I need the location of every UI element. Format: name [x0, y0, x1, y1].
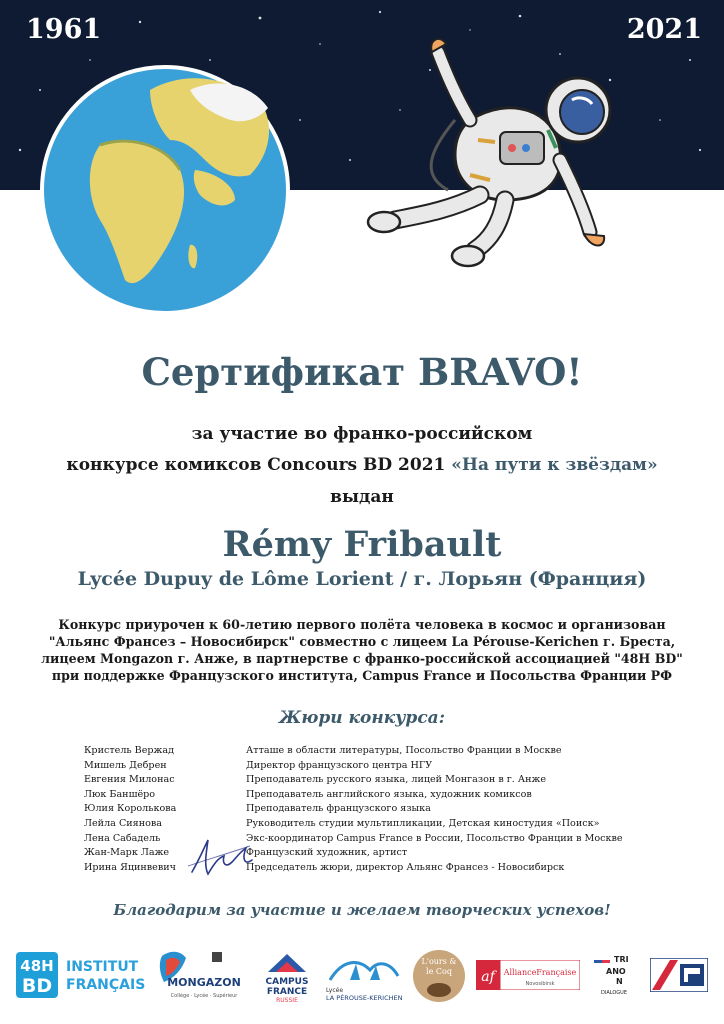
mongazon-subtext: Collège · Lycée · Supérieur: [170, 993, 238, 999]
partner-logos: [0, 946, 724, 1008]
trianon-line3: N: [616, 977, 623, 986]
participation-line: за участие во франко-российском: [191, 424, 533, 444]
campus-line1: CAMPUS: [265, 977, 309, 987]
contest-name: конкурсе комиксов Concours BD 2021: [66, 455, 452, 475]
header-illustration: [0, 0, 724, 340]
jury-member-name: Лена Сабадель: [84, 832, 161, 844]
jury-member-name: Люк Баншёро: [84, 788, 156, 800]
jury-member: [84, 789, 684, 804]
alliance-city: Novosibirsk: [525, 981, 555, 987]
institut-line2: FRANÇAIS: [66, 977, 146, 993]
jury-member-name: Евгения Милонас: [84, 774, 175, 786]
institut-line1: INSTITUT: [66, 959, 139, 975]
jury-title: Жюри конкурса:: [279, 708, 445, 728]
globe-icon: [42, 67, 288, 313]
issued-to-label: выдан: [330, 487, 394, 507]
bd48-top-text: 48H: [20, 957, 54, 975]
campus-subtext: RUSSIE: [276, 997, 298, 1004]
jury-member: [84, 833, 684, 848]
jury-member: [84, 847, 684, 862]
jury-member-role: Преподаватель английского языка, художник комиксов: [246, 788, 532, 800]
trianon-logo: [592, 952, 636, 1000]
contest-line: [0, 455, 724, 475]
jury-member-name: Лейла Сиянова: [84, 817, 163, 829]
trianon-subtext: DIALOGUE: [601, 990, 627, 996]
la-perouse-logo: [320, 950, 406, 1002]
jury-member: [84, 803, 684, 818]
ours-et-coq-logo: [412, 948, 466, 1004]
embassy-logo: [650, 958, 708, 992]
jury-member-name: Кристель Вержад: [84, 745, 175, 756]
af-mark: af: [481, 969, 495, 985]
48h-bd-logo: [16, 952, 58, 998]
campus-france-logo: [260, 948, 314, 1004]
jury-member-role: Преподаватель французского языка: [246, 803, 431, 815]
trianon-line1: TRI: [614, 955, 629, 964]
recipient-name: Rémy Fribault: [222, 524, 502, 565]
jury-member-name: Жан-Марк Лаже: [84, 847, 170, 859]
jury-member-role: Атташе в области литературы, Посольство Франции в Москве: [246, 745, 562, 756]
contest-description: Конкурс приурочен к 60-летию первого полёта человека в космос и организован "Альянс Франсез – Новосибирск" совместно с лицеем La Pérouse-Kerichen г. Бреста, лицеем Mongazon г. Анже, в партнерстве с франко-российской ассоциацией "48H BD" при поддержке Французского института, Campus France и Посольства Франции РФ: [41, 617, 683, 683]
signature-icon: [186, 828, 256, 882]
contest-theme: «На пути к звёздам»: [451, 455, 658, 475]
jury-member-role: Преподаватель русского языка, лицей Монгазон в г. Анже: [246, 774, 547, 786]
jury-member-role: Директор французского центра НГУ: [246, 759, 433, 771]
laperouse-text: LA PÉROUSE-KERICHEN: [326, 994, 403, 1002]
jury-member: [84, 774, 684, 789]
laperouse-prefix: Lycée: [326, 987, 344, 994]
alliance-text: AllianceFrançaise: [503, 968, 577, 977]
bd48-bottom-text: BD: [21, 975, 53, 997]
jury-member-role: Экс-координатор Campus France в России, Посольство Франции в Москве: [246, 832, 623, 844]
trianon-line2: ANO: [606, 967, 626, 976]
mongazon-logo: [156, 948, 252, 1004]
thanks-message: Благодарим за участие и желаем творческих успехов!: [113, 901, 611, 919]
jury-member-name: Мишель Дебрен: [84, 759, 167, 771]
certificate-title: Сертификат BRAVO!: [141, 350, 583, 394]
astronaut-icon: [368, 39, 610, 266]
ours-line1: L'ours &: [421, 957, 457, 966]
jury-member-role: Председатель жюри, директор Альянс Франсез - Новосибирск: [246, 861, 565, 873]
jury-member: [84, 862, 684, 877]
jury-member-name: Юлия Королькова: [84, 803, 177, 815]
jury-member-role: Руководитель студии мультипликации, Детская киностудия «Поиск»: [246, 817, 600, 829]
recipient-school: Lycée Dupuy de Lôme Lorient / г. Лорьян (Франция): [77, 568, 647, 590]
mongazon-text: MONGAZON: [167, 976, 241, 989]
institut-francais-logo: [64, 954, 152, 996]
jury-list: [84, 745, 684, 876]
alliance-francaise-logo: [476, 960, 580, 990]
ours-line2: le Coq: [426, 967, 452, 976]
year-start: 1961: [26, 14, 102, 45]
jury-member-name: Ирина Яцинвевич: [84, 861, 176, 873]
campus-line2: FRANCE: [266, 987, 308, 997]
jury-member: [84, 745, 684, 760]
jury-member: [84, 760, 684, 775]
jury-member: [84, 818, 684, 833]
year-end: 2021: [626, 14, 702, 45]
jury-member-role: Французский художник, артист: [246, 847, 408, 859]
